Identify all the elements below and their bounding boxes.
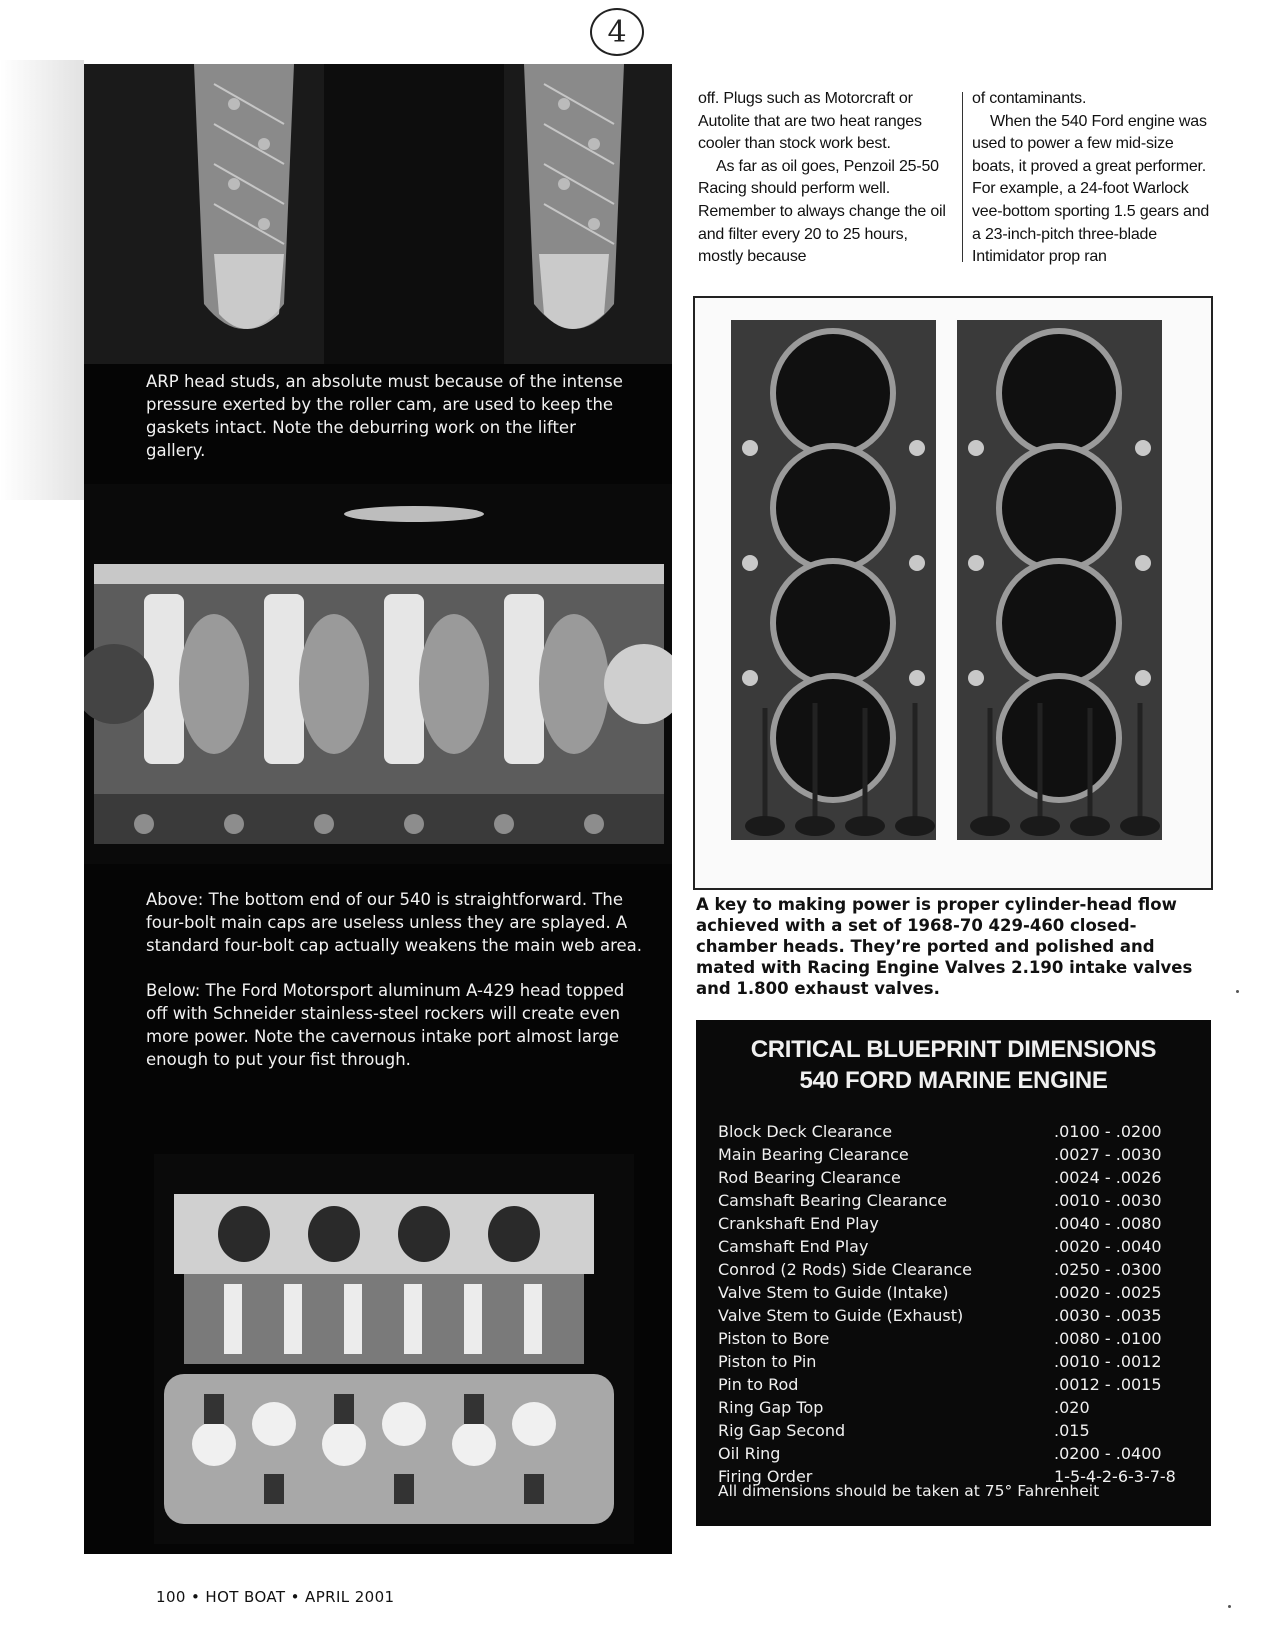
spec-value: 1-5-4-2-6-3-7-8 — [1054, 1467, 1176, 1486]
spec-label: Camshaft Bearing Clearance — [718, 1191, 948, 1210]
article-paragraph: As far as oil goes, Penzoil 25-50 Racing should perform well. Remember to always change the oil and filter every 20 to 25 hours, mostly because — [698, 157, 946, 266]
spec-label: Rod Bearing Clearance — [718, 1168, 901, 1187]
spec-value: .0040 - .0080 — [1054, 1214, 1162, 1233]
spec-row — [718, 1120, 1194, 1143]
spec-row — [718, 1281, 1194, 1304]
spec-value: .0024 - .0026 — [1054, 1168, 1162, 1187]
handwritten-page-mark: 4 — [590, 8, 644, 56]
spec-row — [718, 1235, 1194, 1258]
arp-caption: ARP head studs, an absolute must because of the intense pressure exerted by the roller cam, are used to keep the gaskets intact. Note the deburring work on the lifter gallery. — [146, 372, 623, 460]
spec-label: Rig Gap Second — [718, 1421, 846, 1440]
spec-row — [718, 1212, 1194, 1235]
article-column-2 — [972, 88, 1212, 269]
spec-value: .0030 - .0035 — [1054, 1306, 1162, 1325]
article-paragraph: When the 540 Ford engine was used to power a few mid-size boats, it proved a great performer. For example, a 24-foot Warlock vee-bottom sporting 1.5 gears and a 23-inch-pitch three-blade Intimidator prop ran — [972, 112, 1210, 266]
above-caption: Above: The bottom end of our 540 is straightforward. The four-bolt main caps are useless unless they are splayed. A standard four-bolt cap actually weakens the main web area. — [146, 890, 643, 955]
spec-box-title: CRITICAL BLUEPRINT DIMENSIONS 540 FORD MARINE ENGINE — [750, 1036, 1157, 1094]
spec-value: .0012 - .0015 — [1054, 1375, 1162, 1394]
spec-value: .0100 - .0200 — [1054, 1122, 1162, 1141]
spec-row — [718, 1373, 1194, 1396]
above-below-captions — [146, 888, 646, 1093]
spec-value: .0080 - .0100 — [1054, 1329, 1162, 1348]
spec-value: .0020 - .0025 — [1054, 1283, 1162, 1302]
scan-edge-shadow — [0, 60, 84, 500]
spec-label: Valve Stem to Guide (Exhaust) — [718, 1306, 964, 1325]
spec-value: .0010 - .0012 — [1054, 1352, 1162, 1371]
spec-table — [718, 1120, 1194, 1488]
spec-label: Camshaft End Play — [718, 1237, 869, 1256]
spec-row — [718, 1442, 1194, 1465]
spec-label: Crankshaft End Play — [718, 1214, 879, 1233]
cylinder-heads-photo — [693, 296, 1213, 890]
spec-value: .020 — [1054, 1398, 1090, 1417]
spec-value: .0010 - .0030 — [1054, 1191, 1162, 1210]
arp-head-studs-photo — [84, 64, 672, 364]
bottom-end-crankshaft-photo — [84, 484, 672, 864]
spec-value: .0027 - .0030 — [1054, 1145, 1162, 1164]
spec-row — [718, 1419, 1194, 1442]
spec-value: .0020 - .0040 — [1054, 1237, 1162, 1256]
article-column-1 — [698, 88, 952, 269]
spec-row — [718, 1189, 1194, 1212]
blueprint-dimensions-box — [696, 1020, 1211, 1526]
spec-value: .0250 - .0300 — [1054, 1260, 1162, 1279]
below-caption: Below: The Ford Motorsport aluminum A-429 head topped off with Schneider stainless-steel rockers will create even more power. Note the cavernous intake port almost large enough to put your fist through. — [146, 981, 625, 1069]
page-folio: 100 • HOT BOAT • APRIL 2001 — [156, 1588, 395, 1606]
spec-label: Conrod (2 Rods) Side Clearance — [718, 1260, 972, 1279]
scan-speck — [1228, 1605, 1231, 1608]
spec-row — [718, 1258, 1194, 1281]
left-photo-column — [84, 64, 672, 1554]
spec-label: Ring Gap Top — [718, 1398, 824, 1417]
spec-label: Firing Order — [718, 1467, 813, 1486]
spec-footnote: All dimensions should be taken at 75° Fahrenheit — [718, 1482, 1100, 1500]
spec-row — [718, 1350, 1194, 1373]
spec-label: Main Bearing Clearance — [718, 1145, 909, 1164]
spec-value: .0200 - .0400 — [1054, 1444, 1162, 1463]
spec-row — [718, 1396, 1194, 1419]
spec-row — [718, 1327, 1194, 1350]
spec-label: Pin to Rod — [718, 1375, 799, 1394]
spec-row — [718, 1166, 1194, 1189]
spec-label: Oil Ring — [718, 1444, 781, 1463]
spec-value: .015 — [1054, 1421, 1090, 1440]
spec-label: Piston to Pin — [718, 1352, 817, 1371]
column-rule — [962, 92, 963, 262]
spec-row — [718, 1143, 1194, 1166]
article-paragraph: off. Plugs such as Motorcraft or Autolite that are two heat ranges cooler than stock work best. — [698, 90, 922, 153]
spec-row — [718, 1304, 1194, 1327]
scan-speck — [1236, 990, 1239, 993]
spec-label: Piston to Bore — [718, 1329, 830, 1348]
spec-label: Valve Stem to Guide (Intake) — [718, 1283, 949, 1302]
cylinder-heads-caption: A key to making power is proper cylinder-head flow achieved with a set of 1968-70 429-460 closed-chamber heads. They’re ported and polished and mated with Racing Engine Valves 2.190 intake valves and 1.800 exhaust valves. — [696, 895, 1193, 998]
spec-label: Block Deck Clearance — [718, 1122, 893, 1141]
article-paragraph: of contaminants. — [972, 90, 1087, 107]
aluminum-head-rockers-photo — [154, 1154, 634, 1544]
